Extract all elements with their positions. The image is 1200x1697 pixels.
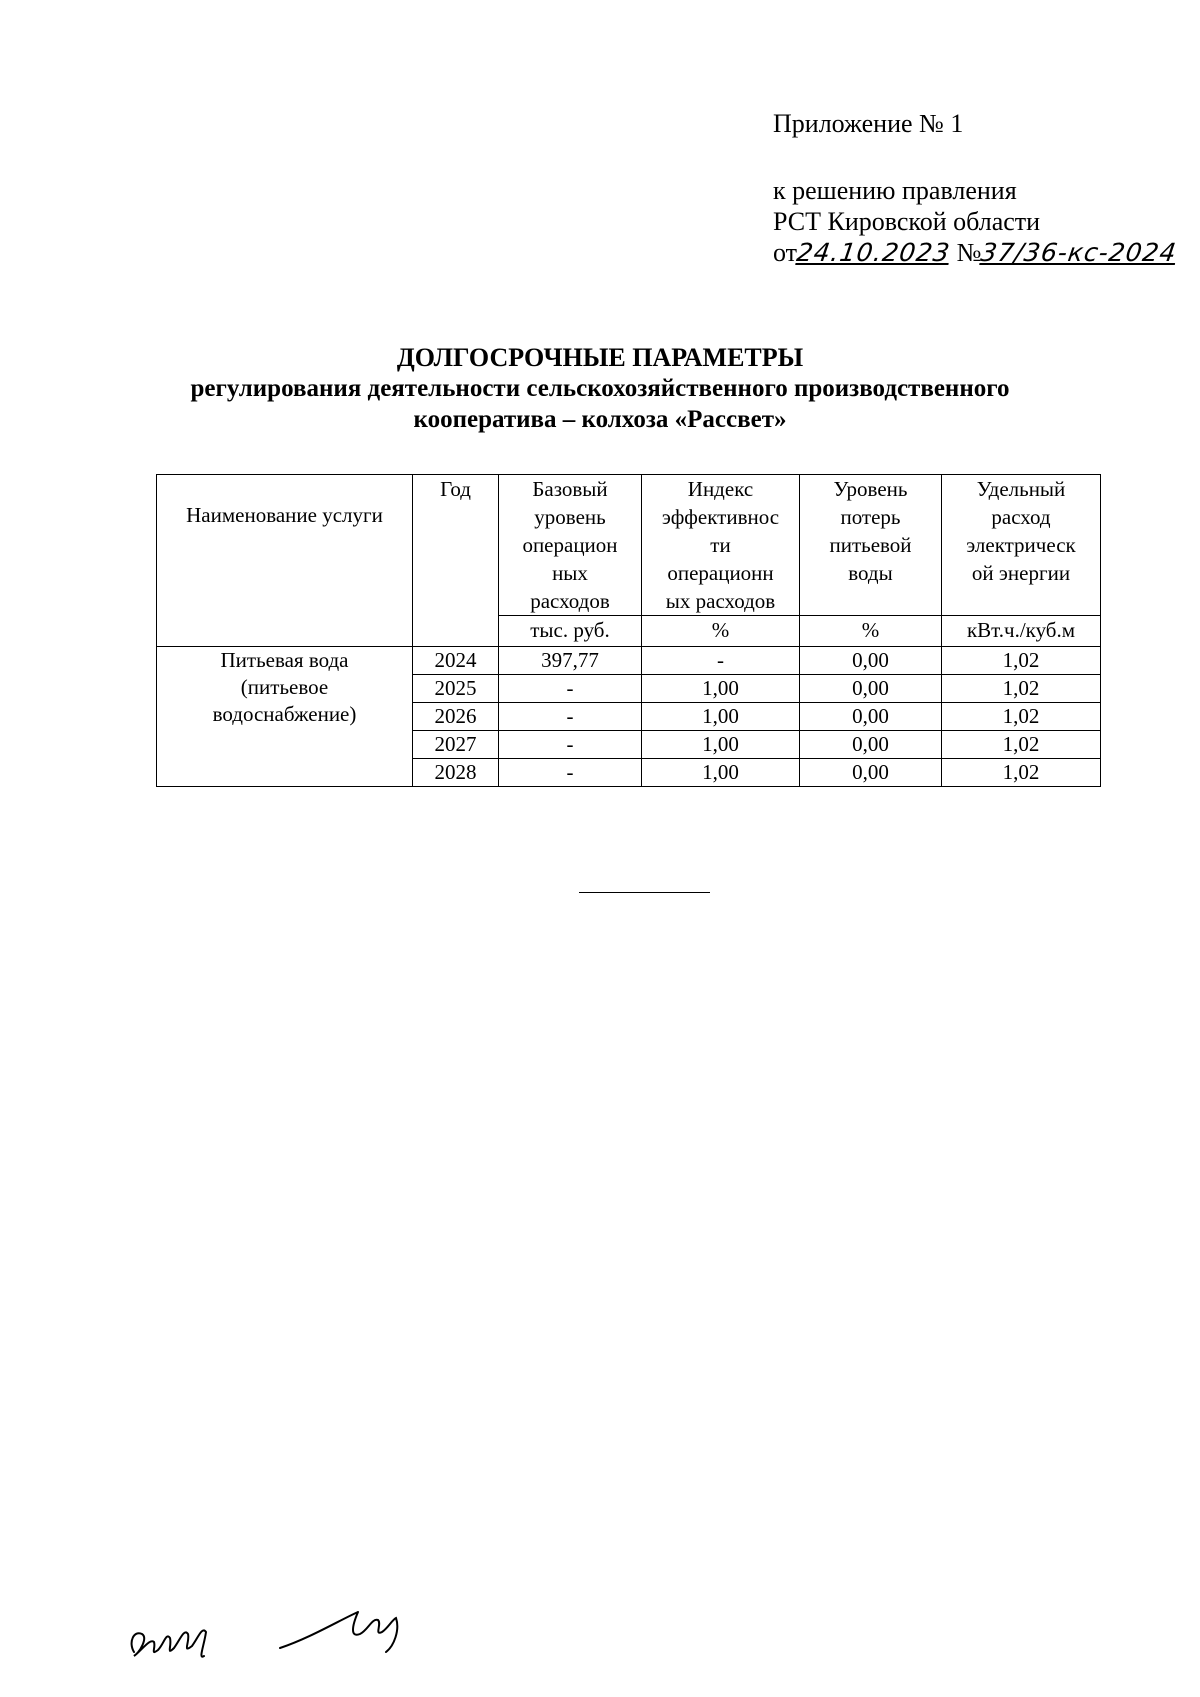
header-index-line: ых расходов: [665, 589, 776, 613]
cell-base: -: [499, 703, 642, 731]
document-subtitle-2: кооператива – колхоза «Рассвет»: [413, 406, 787, 433]
header-loss: [800, 475, 942, 616]
parameters-table: [156, 474, 1101, 787]
cell-index: 1,00: [642, 731, 800, 759]
cell-energy: 1,02: [942, 703, 1101, 731]
signatures: [120, 1590, 420, 1670]
cell-base: -: [499, 675, 642, 703]
closing-line: [579, 892, 710, 893]
service-name-line: (питьевое: [240, 675, 329, 699]
unit-base: тыс. руб.: [499, 616, 642, 647]
header-energy-line: электрическ: [966, 533, 1076, 557]
appendix-line2: РСТ Кировской области: [773, 207, 1041, 236]
cell-base: -: [499, 759, 642, 787]
cell-energy: 1,02: [942, 675, 1101, 703]
table-row: [157, 647, 1101, 675]
appendix-date-line: [773, 237, 1180, 268]
cell-year: 2026: [413, 703, 499, 731]
cell-energy: 1,02: [942, 759, 1101, 787]
service-name-line: Питьевая вода: [220, 648, 349, 672]
cell-index: 1,00: [642, 759, 800, 787]
service-name-line: водоснабжение): [212, 702, 357, 726]
header-base-line: операцион: [522, 533, 618, 557]
header-base-line: Базовый: [532, 477, 608, 501]
cell-loss: 0,00: [800, 731, 942, 759]
handwritten-number: 37/36-кс-2024: [979, 238, 1180, 267]
cell-base: 397,77: [499, 647, 642, 675]
unit-index: %: [642, 616, 800, 647]
header-loss-line: питьевой: [829, 533, 912, 557]
cell-year: 2025: [413, 675, 499, 703]
signature-1-icon: [132, 1630, 206, 1656]
cell-energy: 1,02: [942, 647, 1101, 675]
cell-index: 1,00: [642, 675, 800, 703]
header-base: [499, 475, 642, 616]
unit-energy: кВт.ч./куб.м: [942, 616, 1101, 647]
cell-loss: 0,00: [800, 759, 942, 787]
cell-energy: 1,02: [942, 731, 1101, 759]
cell-loss: 0,00: [800, 647, 942, 675]
header-energy-line: Удельный: [976, 477, 1066, 501]
document-subtitle-1: регулирования деятельности сельскохозяйственного производственного: [190, 375, 1010, 402]
appendix-title: Приложение № 1: [773, 109, 964, 138]
cell-base: -: [499, 731, 642, 759]
header-index-line: ти: [710, 533, 731, 557]
header-year: Год: [413, 475, 499, 647]
document-title: ДОЛГОСРОЧНЫЕ ПАРАМЕТРЫ: [396, 343, 804, 372]
header-index-line: Индекс: [687, 477, 754, 501]
header-base-line: ных: [552, 561, 588, 585]
service-name: [157, 647, 413, 787]
header-energy-line: расход: [991, 505, 1051, 529]
unit-loss: %: [800, 616, 942, 647]
appendix-line1: к решению правления: [773, 176, 1017, 205]
cell-year: 2027: [413, 731, 499, 759]
header-loss-line: воды: [848, 561, 893, 585]
header-row: [157, 475, 1101, 616]
header-energy: [942, 475, 1101, 616]
number-prefix: №: [956, 238, 982, 267]
appendix-block: [773, 108, 1180, 268]
header-index: [642, 475, 800, 616]
handwritten-date: 24.10.2023: [794, 238, 953, 267]
cell-year: 2024: [413, 647, 499, 675]
cell-index: -: [642, 647, 800, 675]
document-heading: [100, 342, 1100, 435]
cell-year: 2028: [413, 759, 499, 787]
header-index-line: эффективнос: [661, 505, 780, 529]
date-prefix: от: [773, 238, 798, 267]
header-index-line: операционн: [667, 561, 774, 585]
cell-index: 1,00: [642, 703, 800, 731]
header-loss-line: потерь: [840, 505, 901, 529]
cell-loss: 0,00: [800, 675, 942, 703]
cell-loss: 0,00: [800, 703, 942, 731]
header-energy-line: ой энергии: [971, 561, 1071, 585]
header-service: Наименование услуги: [157, 475, 413, 647]
header-base-line: расходов: [530, 589, 610, 613]
header-base-line: уровень: [534, 505, 606, 529]
signature-2-icon: [280, 1612, 397, 1652]
header-loss-line: Уровень: [833, 477, 908, 501]
